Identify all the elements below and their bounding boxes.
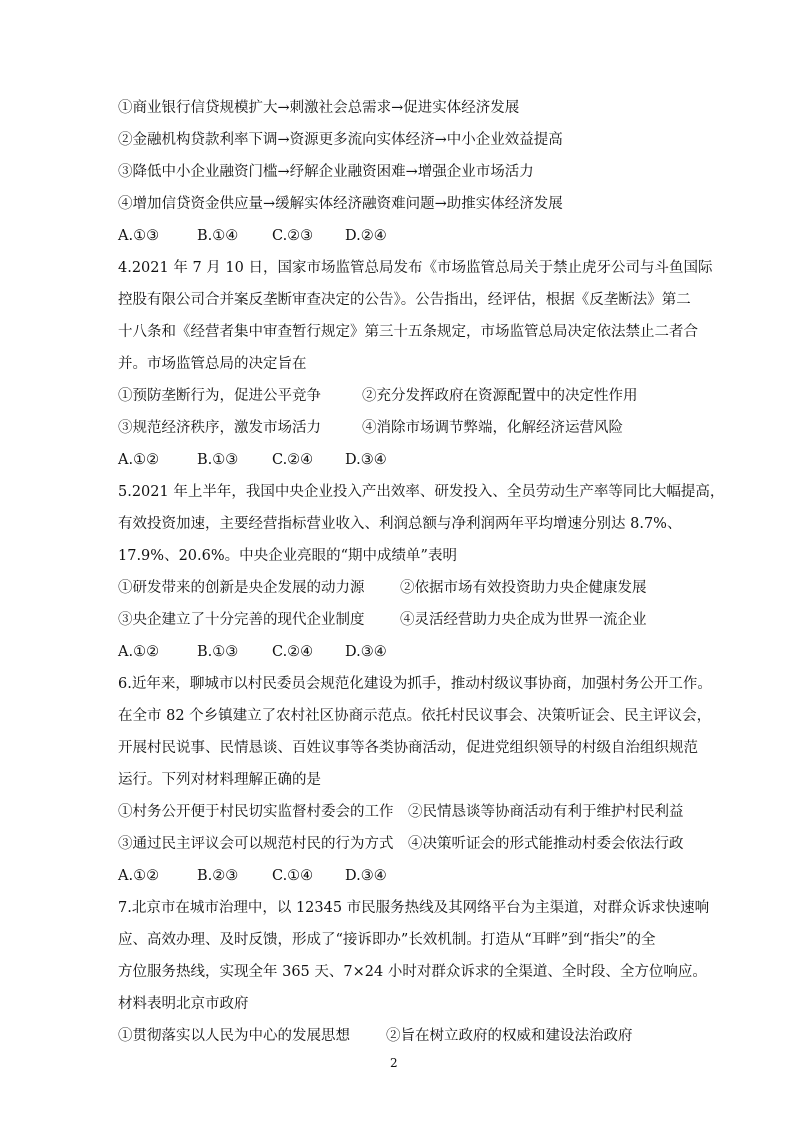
- q3-option-4: ④增加信贷资金供应量→缓解实体经济融资难问题→助推实体经济发展: [118, 196, 563, 212]
- q4-stem-line: 十八条和《经营者集中审查暂行规定》第三十五条规定，市场监管总局决定依法禁止二者合: [118, 324, 698, 340]
- q6-option-4: ④决策听证会的形式能推动村委会依法行政: [408, 836, 684, 852]
- q4-option-4: ④消除市场调节弊端，化解经济运营风险: [362, 420, 623, 436]
- q5-answer-b: B.①③: [197, 644, 239, 660]
- page-number: 2: [390, 1056, 398, 1070]
- q5-option-4: ④灵活经营助力央企成为世界一流企业: [400, 612, 647, 628]
- q4-option-1: ①预防垄断行为，促进公平竞争: [118, 388, 321, 404]
- q3-answer-b: B.①④: [197, 228, 239, 244]
- q7-option-1: ①贯彻落实以人民为中心的发展思想: [118, 1028, 350, 1044]
- q6-stem-line: 开展村民说事、民情恳谈、百姓议事等各类协商活动，促进党组织领导的村级自治组织规范: [118, 740, 698, 756]
- q4-stem-line: 4.2021 年 7 月 10 日，国家市场监管总局发布《市场监管总局关于禁止虎牙公司与斗鱼国际: [118, 260, 713, 276]
- q5-stem-line: 有效投资加速，主要经营指标营业收入、利润总额与净利润两年平均增速分别达 8.7%、: [118, 516, 682, 532]
- q5-answer-a: A.①②: [118, 644, 160, 660]
- q6-answer-a: A.①②: [118, 868, 160, 884]
- q7-stem-line: 应、高效办理、及时反馈，形成了“接诉即办”长效机制。打造从“耳畔”到“指尖”的全: [118, 932, 656, 948]
- q3-option-3: ③降低中小企业融资门槛→纾解企业融资困难→增强企业市场活力: [118, 164, 534, 180]
- q6-stem-line: 6.近年来，聊城市以村民委员会规范化建设为抓手，推动村级议事协商，加强村务公开工作。: [118, 676, 712, 692]
- q3-answer-c: C.②③: [272, 228, 314, 244]
- q4-option-2: ②充分发挥政府在资源配置中的决定性作用: [362, 388, 638, 404]
- q7-stem-line: 材料表明北京市政府: [118, 996, 249, 1012]
- q6-option-2: ②民情恳谈等协商活动有利于维护村民利益: [408, 804, 684, 820]
- q5-answer-c: C.②④: [272, 644, 314, 660]
- q3-answer-d: D.②④: [345, 228, 387, 244]
- q6-stem-line: 运行。下列对材料理解正确的是: [118, 772, 321, 788]
- q5-option-1: ①研发带来的创新是央企发展的动力源: [118, 580, 365, 596]
- q6-option-1: ①村务公开便于村民切实监督村委会的工作: [118, 804, 394, 820]
- q6-answer-c: C.①④: [272, 868, 314, 884]
- q4-option-3: ③规范经济秩序，激发市场活力: [118, 420, 321, 436]
- q6-stem-line: 在全市 82 个乡镇建立了农村社区协商示范点。依托村民议事会、决策听证会、民主评议会，: [118, 708, 712, 724]
- q7-stem-line: 7.北京市在城市治理中，以 12345 市民服务热线及其网络平台为主渠道，对群众诉求快速响: [118, 900, 710, 916]
- q4-stem-line: 并。市场监管总局的决定旨在: [118, 356, 307, 372]
- q5-option-2: ②依据市场有效投资助力央企健康发展: [400, 580, 647, 596]
- q4-answer-c: C.②④: [272, 452, 314, 468]
- q7-option-2: ②旨在树立政府的权威和建设法治政府: [386, 1028, 633, 1044]
- q5-option-3: ③央企建立了十分完善的现代企业制度: [118, 612, 365, 628]
- q6-answer-b: B.②③: [197, 868, 239, 884]
- q5-answer-d: D.③④: [345, 644, 387, 660]
- q5-stem-line: 17.9%、20.6%。中央企业亮眼的“期中成绩单”表明: [118, 548, 457, 564]
- q6-answer-d: D.③④: [345, 868, 387, 884]
- q7-stem-line: 方位服务热线，实现全年 365 天、7×24 小时对群众诉求的全渠道、全时段、全方位响应。: [118, 964, 707, 980]
- q6-option-3: ③通过民主评议会可以规范村民的行为方式: [118, 836, 394, 852]
- q5-stem-line: 5.2021 年上半年，我国中央企业投入产出效率、研发投入、全员劳动生产率等同比大幅提高，: [118, 484, 725, 500]
- q3-option-2: ②金融机构贷款利率下调→资源更多流向实体经济→中小企业效益提高: [118, 132, 563, 148]
- q4-answer-a: A.①②: [118, 452, 160, 468]
- q4-answer-b: B.①③: [197, 452, 239, 468]
- q4-answer-d: D.③④: [345, 452, 387, 468]
- q3-answer-a: A.①③: [118, 228, 160, 244]
- q4-stem-line: 控股有限公司合并案反垄断审查决定的公告》。公告指出，经评估，根据《反垄断法》第二: [118, 292, 691, 308]
- q3-option-1: ①商业银行信贷规模扩大→刺激社会总需求→促进实体经济发展: [118, 100, 520, 116]
